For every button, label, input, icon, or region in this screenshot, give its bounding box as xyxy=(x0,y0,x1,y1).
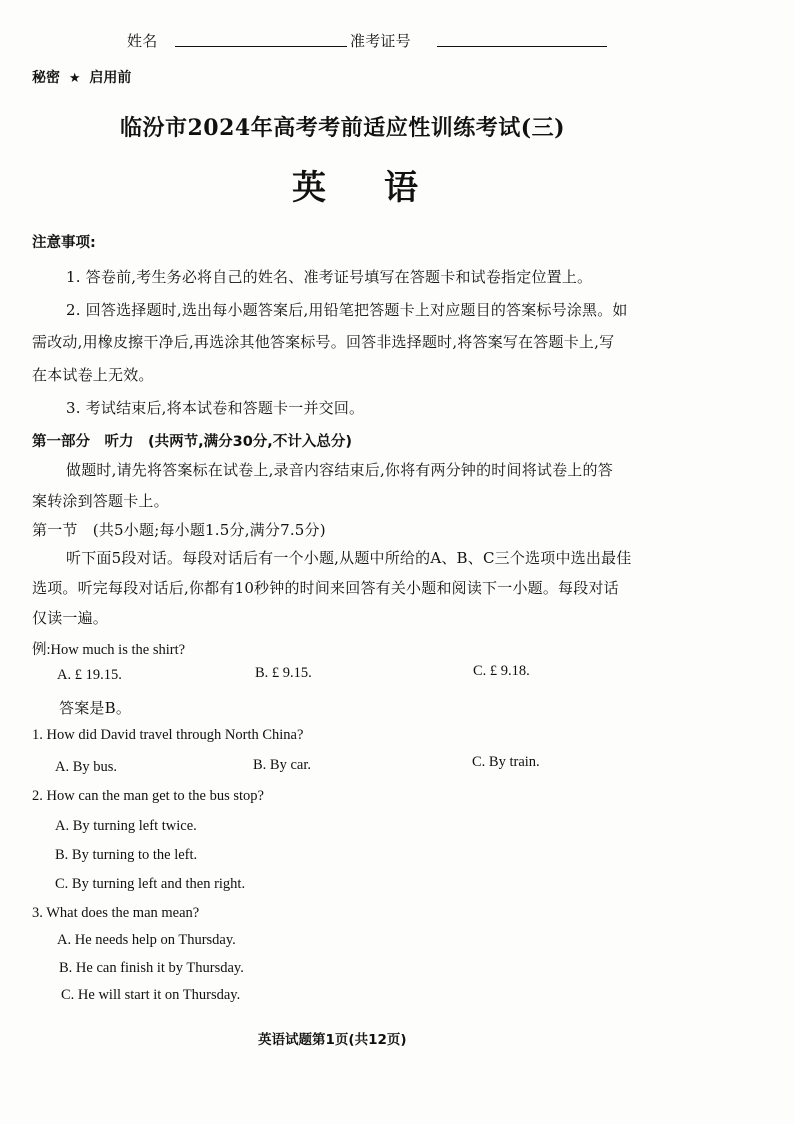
example-question: 例:How much is the shirt? xyxy=(32,642,186,658)
question-2-option-b: B. By turning to the left. xyxy=(55,847,198,863)
example-option-c: C. £ 9.18. xyxy=(473,663,530,679)
page-footer: 英语试题第1页(共12页) xyxy=(258,1032,407,1048)
question-3-option-c: C. He will start it on Thursday. xyxy=(61,987,241,1003)
secret-right: 启用前 xyxy=(89,70,132,86)
star-icon: ★ xyxy=(68,71,81,86)
subject-title: 英语 xyxy=(292,168,476,208)
question-2-option-a: A. By turning left twice. xyxy=(55,818,197,834)
secret-mark xyxy=(32,67,131,87)
question-2-option-c: C. By turning left and then right. xyxy=(55,876,246,892)
section1-instr-line-1: 听下面5段对话。每段对话后有一个小题,从题中所给的A、B、C三个选项中选出最佳 xyxy=(66,549,632,567)
name-label: 姓名 xyxy=(127,32,158,50)
exam-title: 临汾市2024年高考考前适应性训练考试(三) xyxy=(120,115,566,141)
example-option-b: B. £ 9.15. xyxy=(255,665,312,681)
part1-intro-line-2: 案转涂到答题卡上。 xyxy=(32,492,169,510)
name-underline xyxy=(175,46,347,47)
question-1-option-c: C. By train. xyxy=(472,754,540,770)
notice-item-2-line-2: 需改动,用橡皮擦干净后,再选涂其他答案标号。回答非选择题时,将答案写在答题卡上,写 xyxy=(32,333,615,351)
notice-item-2-line-1: 2. 回答选择题时,选出每小题答案后,用铅笔把答题卡上对应题目的答案标号涂黑。如 xyxy=(66,301,628,319)
section1-instr-line-2: 选项。听完每段对话后,你都有10秒钟的时间来回答有关小题和阅读下一小题。每段对话 xyxy=(32,579,619,597)
question-2: 2. How can the man get to the bus stop? xyxy=(32,788,264,804)
notice-item-3: 3. 考试结束后,将本试卷和答题卡一并交回。 xyxy=(66,399,365,417)
section1-heading: 第一节 (共5小题;每小题1.5分,满分7.5分) xyxy=(32,521,326,539)
question-3-option-b: B. He can finish it by Thursday. xyxy=(59,960,244,976)
example-option-a: A. £ 19.15. xyxy=(57,667,122,683)
question-1: 1. How did David travel through North China? xyxy=(32,727,304,743)
section1-instr-line-3: 仅读一遍。 xyxy=(32,609,109,627)
exam-id-label: 准考证号 xyxy=(350,32,411,50)
part1-heading: 第一部分 听力 (共两节,满分30分,不计入总分) xyxy=(32,434,352,450)
question-3-option-a: A. He needs help on Thursday. xyxy=(57,932,236,948)
part1-intro-line-1: 做题时,请先将答案标在试卷上,录音内容结束后,你将有两分钟的时间将试卷上的答 xyxy=(66,461,613,479)
notice-item-1: 1. 答卷前,考生务必将自己的姓名、准考证号填写在答题卡和试卷指定位置上。 xyxy=(66,268,593,286)
exam-id-underline xyxy=(437,46,607,47)
notice-item-2-line-3: 在本试卷上无效。 xyxy=(32,366,154,384)
question-1-option-b: B. By car. xyxy=(253,757,311,773)
secret-left: 秘密 xyxy=(32,70,60,86)
question-3: 3. What does the man mean? xyxy=(32,905,200,921)
notice-heading: 注意事项: xyxy=(32,235,96,251)
example-answer: 答案是B。 xyxy=(59,699,132,717)
question-1-option-a: A. By bus. xyxy=(55,759,118,775)
